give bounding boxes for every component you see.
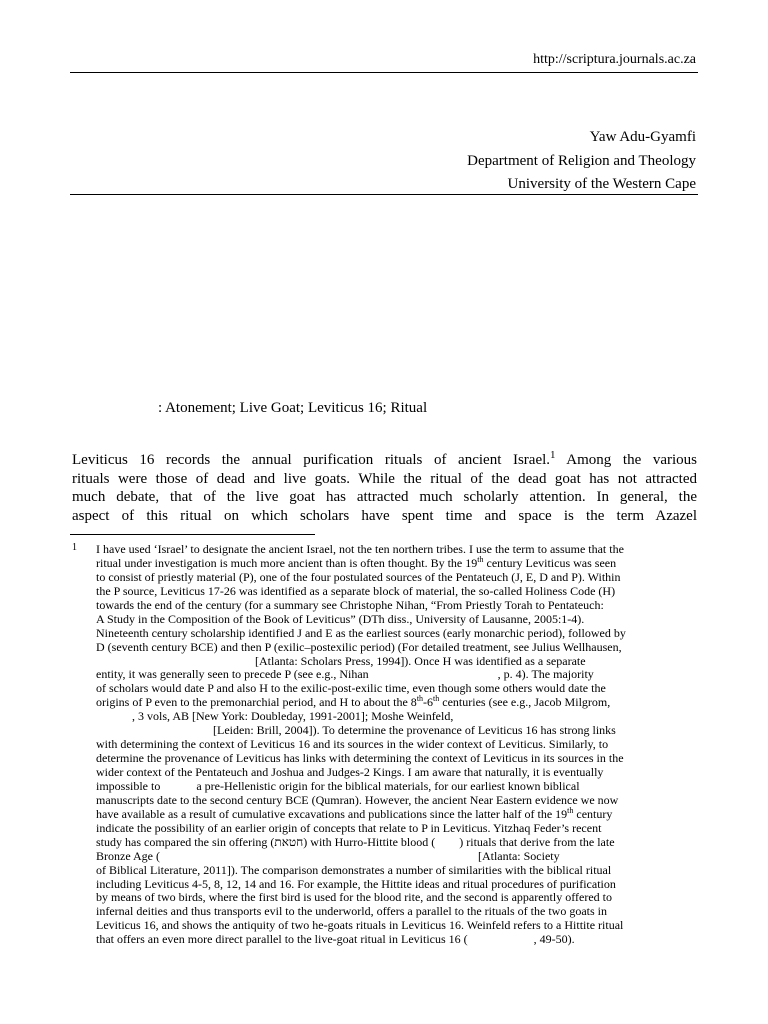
keywords: : Atonement; Live Goat; Leviticus 16; Ritual bbox=[158, 400, 428, 416]
footnote-line: impossible to a pre-Hellenistic origin for the biblical materials, for our earliest known biblical bbox=[96, 778, 580, 793]
footnote-rule bbox=[70, 534, 315, 535]
footnote-line: with determining the context of Leviticus 16 and its sources in the wider context of Leviticus. Similarly, to bbox=[96, 737, 609, 752]
footnote-line: of scholars would date P and also H to the exilic-post-exilic time, even though some others would date the bbox=[96, 681, 606, 696]
footnote-line: including Leviticus 4-5, 8, 12, 14 and 16. For example, the Hittite ideas and ritual procedures of purification bbox=[96, 876, 616, 891]
footnote-line: D (seventh century BCE) and then P (exilic–postexilic period) (For detailed treatment, see Julius Wellhausen, bbox=[96, 639, 622, 654]
footnote-line: infernal deities and thus transports evil to the underworld, offers a parallel to the rituals of the two goats in bbox=[96, 904, 607, 919]
footnote-line: ritual under investigation is much more ancient than is often thought. By the 19th century Leviticus was seen bbox=[96, 554, 617, 570]
body-line: rituals were those of dead and live goats. While the ritual of the dead goat has not attracted bbox=[72, 470, 697, 487]
body-paragraph bbox=[72, 451, 697, 525]
footnote-text bbox=[96, 543, 699, 947]
footnote-line: A Study in the Composition of the Book of Leviticus” (DTh diss., University of Lausanne, 2005:1-4). bbox=[96, 611, 585, 626]
footnote-line: to consist of priestly material (P), one of the four postulated sources of the Pentateuch (J, E, D and P). Within bbox=[96, 569, 621, 584]
footnote-line: that offers an even more direct parallel to the live-goat ritual in Leviticus 16 ( , 49-50). bbox=[96, 932, 575, 947]
footnote-line: origins of P even to the premonarchial period, and H to about the 8th-6th centuries (see e.g., Jacob Milgrom, bbox=[96, 694, 611, 710]
footnote-line: Bronze Age ( [Atlanta: Society bbox=[96, 848, 560, 863]
body-line: much debate, that of the live goat has attracted much scholarly attention. In general, the bbox=[72, 489, 697, 505]
footnote-line: manuscripts date to the second century BCE (Qumran). However, the ancient Near Eastern evidence we now bbox=[96, 792, 619, 807]
footnote-line: by means of two birds, where the first bird is used for the blood rite, and the second is apparently offered to bbox=[96, 890, 612, 905]
footnote-mark: 1 bbox=[72, 542, 77, 553]
footnote-line: of Biblical Literature, 2011]). The comparison demonstrates a number of similarities with the biblical ritual bbox=[96, 862, 612, 877]
author-department: Department of Religion and Theology bbox=[467, 152, 696, 169]
author-rule bbox=[70, 194, 698, 195]
footnote-line: Nineteenth century scholarship identified J and E as the earliest sources (early monarchic period), followed by bbox=[96, 625, 626, 640]
footnote-line: wider context of the Pentateuch and Joshua and Judges-2 Kings. I am aware that naturally, it is eventually bbox=[96, 765, 604, 779]
footnote-reference[interactable]: 1 bbox=[550, 449, 556, 461]
header-rule bbox=[70, 72, 698, 73]
footnote-line: the P source, Leviticus 17-26 was identified as a separate block of material, the so-called Holiness Code (H) bbox=[96, 583, 616, 598]
footnote-line: Leviticus 16, and shows the antiquity of two he-goats rituals in Leviticus 16. Weinfeld refers to a Hittite ritual bbox=[96, 918, 624, 933]
body-line: aspect of this ritual on which scholars have spent time and space is the term Azazel bbox=[72, 507, 697, 524]
footnote-line: indicate the possibility of an earlier origin of concepts that relate to P in Leviticus. Yitzhaq Feder’s recent bbox=[96, 820, 602, 835]
author-university: University of the Western Cape bbox=[507, 176, 696, 192]
footnote-line: , 3 vols, AB [New York: Doubleday, 1991-2001]; Moshe Weinfeld, bbox=[96, 709, 454, 724]
footnote-line: determine the provenance of Leviticus has links with determining the context of Leviticus in its sources in the bbox=[96, 751, 624, 766]
footnote-line: entity, it was generally seen to precede P (see e.g., Nihan , p. 4). The majority bbox=[96, 667, 594, 682]
author-block bbox=[467, 126, 696, 197]
journal-url[interactable]: http://scriptura.journals.ac.za bbox=[533, 52, 696, 67]
footnote-line: have available as a result of cumulative excavations and publications since the latter half of the 19th century bbox=[96, 805, 613, 821]
author-name: Yaw Adu-Gyamfi bbox=[589, 129, 696, 145]
body-line: Leviticus 16 records the annual purification rituals of ancient Israel.$^1$ Among the various bbox=[72, 449, 697, 468]
footnote-line: [Atlanta: Scholars Press, 1994]). Once H was identified as a separate bbox=[96, 653, 586, 668]
footnote-line: towards the end of the century (for a summary see Christophe Nihan, “From Priestly Torah to Pentateuch: bbox=[96, 597, 604, 612]
footnote-line: [Leiden: Brill, 2004]). To determine the provenance of Leviticus 16 has strong links bbox=[96, 723, 616, 738]
footnote-line: study has compared the sin offering (חטאת) with Hurro-Hittite blood ( ) rituals that derive from the late bbox=[96, 834, 615, 849]
footnote-line: I have used ‘Israel’ to designate the ancient Israel, not the ten northern tribes. I use the term to assume that the bbox=[96, 542, 624, 556]
